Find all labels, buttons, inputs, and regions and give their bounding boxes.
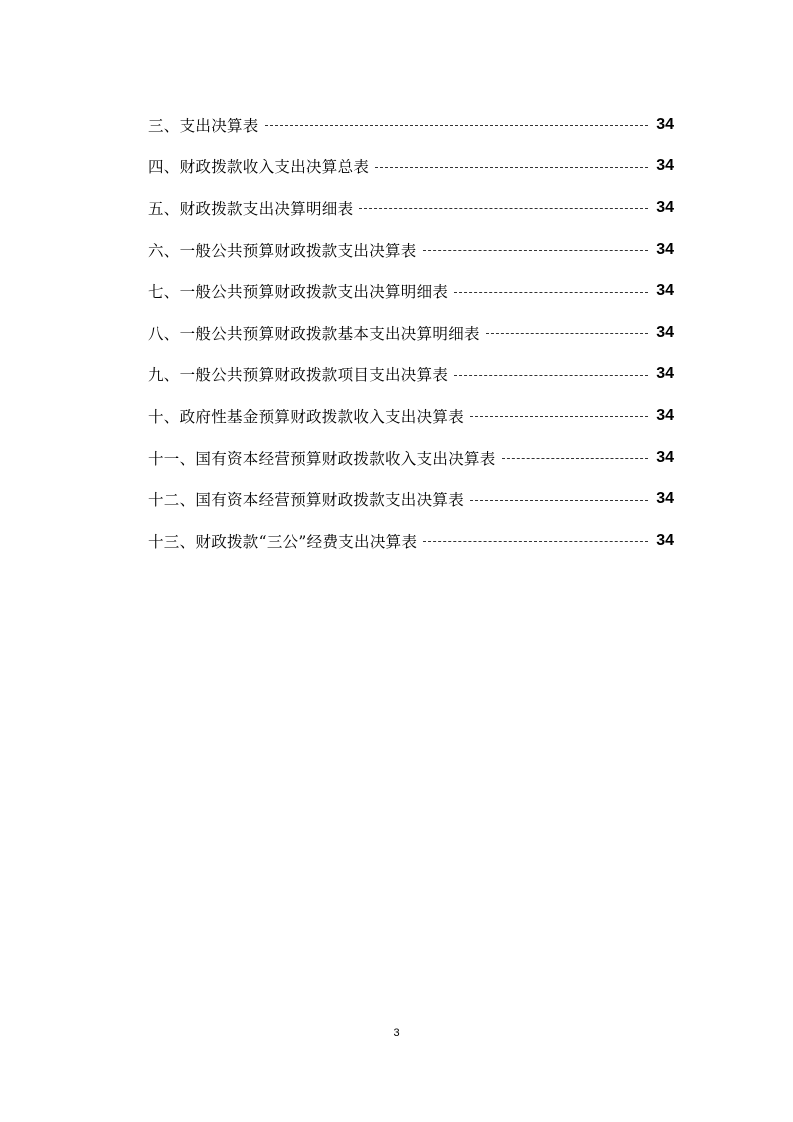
toc-entry-page: 34 (656, 323, 674, 341)
toc-entry-page: 34 (656, 198, 674, 216)
toc-entry-title: 十一、国有资本经营预算财政拨款收入支出决算表 (148, 449, 496, 468)
toc-entry-page: 34 (656, 157, 674, 175)
toc-entry-page: 34 (656, 490, 674, 508)
toc-entry-title: 五、财政拨款支出决算明细表 (148, 199, 354, 218)
toc-dot-leader (265, 125, 649, 126)
toc-entry-page: 34 (656, 365, 674, 383)
toc-entry[interactable] (148, 437, 674, 479)
toc-entry-title: 六、一般公共预算财政拨款支出决算表 (148, 241, 417, 260)
toc-entry-title: 八、一般公共预算财政拨款基本支出决算明细表 (148, 324, 480, 343)
toc-dot-leader (359, 208, 648, 209)
toc-entry-page: 34 (656, 115, 674, 133)
toc-dot-leader (486, 333, 648, 334)
toc-entry-title: 四、财政拨款收入支出决算总表 (148, 158, 370, 177)
toc-dot-leader (454, 375, 648, 376)
toc-entry[interactable] (148, 187, 674, 229)
toc-entry[interactable] (148, 520, 674, 562)
toc-dot-leader (470, 416, 648, 417)
toc-entry[interactable] (148, 146, 674, 188)
toc-entry-title: 十二、国有资本经营预算财政拨款支出决算表 (148, 491, 465, 510)
page-number: 3 (393, 1027, 400, 1039)
toc-entry-title: 九、一般公共预算财政拨款项目支出决算表 (148, 366, 449, 385)
toc-dot-leader (470, 500, 648, 501)
toc-entry[interactable] (148, 478, 674, 520)
toc-entry[interactable] (148, 104, 674, 146)
toc-entry-page: 34 (656, 406, 674, 424)
toc-dot-leader (423, 541, 648, 542)
toc-entry[interactable] (148, 229, 674, 271)
table-of-contents (148, 104, 674, 562)
toc-entry-title: 十三、财政拨款“三公”经费支出决算表 (148, 532, 418, 551)
toc-entry-page: 34 (656, 448, 674, 466)
toc-entry-page: 34 (656, 531, 674, 549)
toc-entry-page: 34 (656, 282, 674, 300)
toc-entry-title: 十、政府性基金预算财政拨款收入支出决算表 (148, 407, 465, 426)
toc-dot-leader (423, 250, 649, 251)
toc-entry[interactable] (148, 354, 674, 396)
toc-entry-title: 三、支出决算表 (148, 116, 259, 135)
toc-dot-leader (502, 458, 649, 459)
toc-entry[interactable] (148, 395, 674, 437)
toc-entry-title: 七、一般公共预算财政拨款支出决算明细表 (148, 283, 449, 302)
toc-dot-leader (375, 167, 648, 168)
toc-entry-page: 34 (656, 240, 674, 258)
toc-entry[interactable] (148, 312, 674, 354)
toc-entry[interactable] (148, 270, 674, 312)
toc-dot-leader (454, 292, 648, 293)
